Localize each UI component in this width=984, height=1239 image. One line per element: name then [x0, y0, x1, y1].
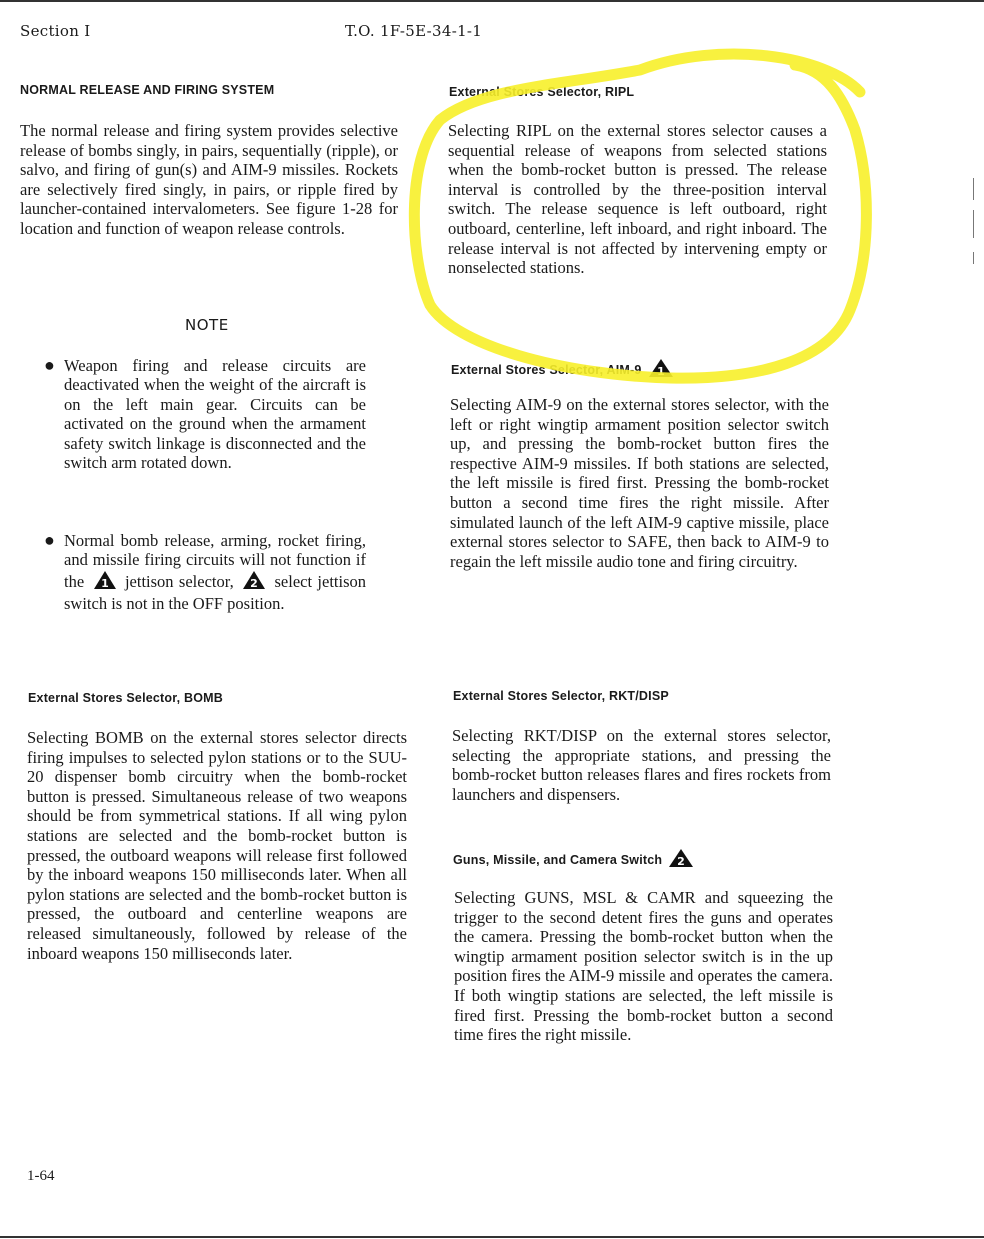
- warning-2-icon: [668, 848, 694, 871]
- normal-release-body: The normal release and firing system provides selective release of bombs singly, in pairs, sequentially (ripple), or salvo, and firing of gun(s) and AIM-9 missiles. Rockets are selectively fired singly, in pairs, or ripple fired by launcher-contained intervalometers. See figure 1-28 for location and function of weapon release controls.: [20, 121, 398, 238]
- page-top-border: [0, 0, 984, 2]
- aim9-heading-text: External Stores Selector, AIM-9: [451, 363, 642, 377]
- svg-text:1: 1: [100, 576, 109, 590]
- page-number: 1-64: [27, 1168, 55, 1184]
- warning-2-icon: [242, 570, 266, 594]
- note-bullet-2-text-c: select jettison switch is not in the OFF position.: [64, 571, 367, 614]
- note-bullet-1: [44, 355, 366, 473]
- rkt-body: Selecting RKT/DISP on the external stores selector, selecting the appropriate stations, and pressing the bomb-rocket button releases flares and fires rockets from launchers and dispensers.: [452, 726, 831, 804]
- doc-number: T.O. 1F-5E-34-1-1: [345, 22, 483, 40]
- aim9-heading: [451, 358, 674, 381]
- bomb-body: Selecting BOMB on the external stores selector directs firing impulses to selected pylon stations or to the SUU-20 dispenser bomb circuitry when the bomb-rocket button is pressed. Simultaneous release of two weapons should be from symmetrical stations. If all wing pylon stations are selected and the bomb-rocket button is pressed, the outboard weapons will release first followed by the inboard weapons 150 milliseconds later. When all pylon stations are selected and the bomb-rocket button is pressed, the outboard and centerline weapons are released simultaneously, followed by release of the inboard weapons 150 milliseconds later.: [27, 728, 407, 963]
- bomb-heading: External Stores Selector, BOMB: [28, 691, 223, 705]
- ripl-body: Selecting RIPL on the external stores selector causes a sequential release of weapons from selected stations when the bomb-rocket button is pressed. The release interval is controlled by the three-position interval switch. The release sequence is left outboard, right outboard, centerline, left inboard, and right inboard. The release interval is not affected by intervening empty or nonselected stations.: [448, 121, 827, 278]
- svg-text:2: 2: [250, 576, 258, 590]
- page-bottom-border: [0, 1236, 984, 1238]
- ripl-heading: External Stores Selector, RIPL: [449, 85, 635, 99]
- guns-body: Selecting GUNS, MSL & CAMR and squeezing the trigger to the second detent fires the guns and operates the camera. Pressing the bomb-rocket button when the wingtip armament position selector switch is in the up position fires the AIM-9 missile and operates the camera. If both wingtip stations are selected, the left missile is fired first. Pressing the bomb-rocket button a second time fires the right missile.: [454, 888, 833, 1045]
- note-bullet-2-text-a: Normal bomb release, arming, rocket firing, and missile firing circuits will not function if the: [64, 531, 366, 591]
- rkt-heading: External Stores Selector, RKT/DISP: [453, 689, 669, 703]
- note-bullet-2-text-b: jettison selector,: [124, 571, 234, 591]
- warning-1-icon: [93, 570, 117, 594]
- note-title: NOTE: [185, 316, 229, 334]
- warning-1-icon: [648, 358, 674, 381]
- margin-mark: [973, 210, 974, 238]
- bullet-dot: ●: [44, 530, 55, 550]
- svg-text:2: 2: [677, 855, 686, 868]
- bullet-dot: ●: [44, 355, 55, 375]
- normal-release-heading: NORMAL RELEASE AND FIRING SYSTEM: [20, 83, 275, 97]
- note-bullet-1-text: Weapon firing and release circuits are deactivated when the weight of the aircraft is on the left main gear. Circuits can be activated on the ground when the armament safety switch linkage is disconnected and the switch arm rotated down.: [64, 356, 366, 473]
- note-bullet-2: [44, 530, 367, 614]
- section-label: Section I: [20, 22, 91, 40]
- guns-heading: [453, 848, 694, 871]
- guns-heading-text: Guns, Missile, and Camera Switch: [453, 853, 663, 867]
- margin-mark: [973, 252, 974, 264]
- svg-text:1: 1: [656, 365, 665, 378]
- aim9-body: Selecting AIM-9 on the external stores selector, with the left or right wingtip armament position selector switch up, and pressing the bomb-rocket button fires the respective AIM-9 missiles. If both stations are selected, the left missile is fired first. Pressing the bomb-rocket button a second time fires the right missile. After simulated launch of the left AIM-9 captive missile, place external stores selector to SAFE, then back to AIM-9 to regain the left missile audio tone and firing circuitry.: [450, 395, 829, 571]
- margin-mark: [973, 178, 974, 200]
